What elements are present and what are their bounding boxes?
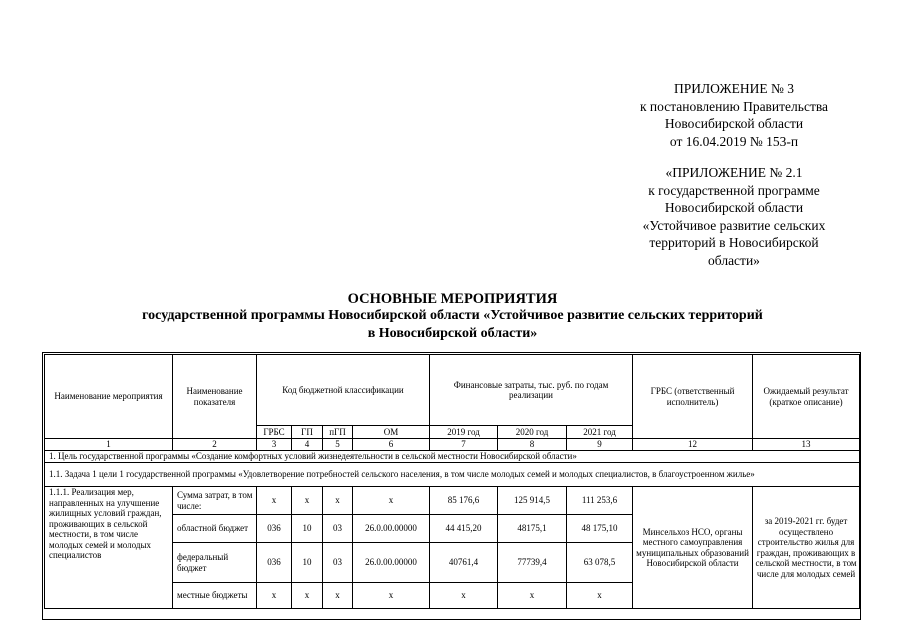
header-financial-costs: Финансовые затраты, тыс. руб. по годам реализации xyxy=(430,355,633,426)
value-2020-cell: 125 914,5 xyxy=(498,487,567,515)
appendix-2-1-line-5: территорий в Новосибирской xyxy=(649,235,819,250)
header-measure-name: Наименование мероприятия xyxy=(45,355,173,439)
col-number-7: 7 xyxy=(430,439,498,451)
gp-cell: х xyxy=(292,487,323,515)
appendix-2-1-line-2: к государственной программе xyxy=(648,182,820,198)
measures-table xyxy=(44,354,860,609)
appendix-2-1-line-6: области» xyxy=(708,252,760,268)
document-subtitle-line-2: в Новосибирской области» xyxy=(367,326,538,341)
col-number-6: 6 xyxy=(353,439,430,451)
subheader-pgp: пГП xyxy=(323,426,353,439)
goal-row xyxy=(45,451,860,463)
value-2019-cell: х xyxy=(430,583,498,609)
pgp-cell: 03 xyxy=(323,515,353,543)
header-budget-code: Код бюджетной классификации xyxy=(257,355,430,426)
task-row xyxy=(45,463,860,487)
indicator-cell: местные бюджеты xyxy=(173,583,257,609)
subheader-gp: ГП xyxy=(292,426,323,439)
column-number-row xyxy=(45,439,860,451)
appendix-3-line-3: Новосибирской области xyxy=(664,116,804,131)
task-text: 1.1. Задача 1 цели 1 государственной программы «Удовлетворение потребностей сельского населения, в том числе молодых семей и молодых специалистов, в благоустроенном жилье» xyxy=(45,463,860,487)
value-2021-cell: 48 175,10 xyxy=(567,515,633,543)
value-2020-cell: х xyxy=(498,583,567,609)
appendix-2-1-line-1: «ПРИЛОЖЕНИЕ № 2.1 xyxy=(665,165,803,180)
value-2021-cell: х xyxy=(567,583,633,609)
executor-cell: Минсельхоз НСО, органы местного самоуправления муниципальных образований Новосибирской области xyxy=(633,487,753,609)
gp-cell: х xyxy=(292,583,323,609)
om-cell: 26.0.00.00000 xyxy=(353,543,430,583)
grbs-cell: 036 xyxy=(257,515,292,543)
col-number-3: 3 xyxy=(257,439,292,451)
om-cell: 26.0.00.00000 xyxy=(353,515,430,543)
appendix-2-1-line-3: Новосибирской области xyxy=(664,200,804,215)
document-title: ОСНОВНЫЕ МЕРОПРИЯТИЯ xyxy=(347,291,558,307)
subheader-om: ОМ xyxy=(353,426,430,439)
header-expected-result: Ожидаемый результат (краткое описание) xyxy=(753,355,860,439)
header-row xyxy=(45,355,860,426)
indicator-cell: федеральный бюджет xyxy=(173,543,257,583)
value-2021-cell: 111 253,6 xyxy=(567,487,633,515)
subheader-2020: 2020 год xyxy=(498,426,567,439)
value-2020-cell: 48175,1 xyxy=(498,515,567,543)
col-number-2: 2 xyxy=(173,439,257,451)
col-number-13: 13 xyxy=(753,439,860,451)
indicator-cell: областной бюджет xyxy=(173,515,257,543)
value-2019-cell: 40761,4 xyxy=(430,543,498,583)
appendix-3-line-4: от 16.04.2019 № 153-п xyxy=(669,133,799,149)
subheader-2019: 2019 год xyxy=(430,426,498,439)
expected-result-cell: за 2019-2021 гг. будет осуществлено строительство жилья для граждан, проживающих в сельской местности, в том числе для молодых семей xyxy=(753,487,860,609)
col-number-5: 5 xyxy=(323,439,353,451)
col-number-1: 1 xyxy=(45,439,173,451)
document-subtitle-line-1: государственной программы Новосибирской области «Устойчивое развитие сельских территорий xyxy=(142,308,763,323)
col-number-4: 4 xyxy=(292,439,323,451)
pgp-cell: х xyxy=(323,487,353,515)
col-number-8: 8 xyxy=(498,439,567,451)
col-number-12: 12 xyxy=(633,439,753,451)
col-number-9: 9 xyxy=(567,439,633,451)
appendix-3-line-1: ПРИЛОЖЕНИЕ № 3 xyxy=(673,81,795,96)
appendix-2-1-block xyxy=(600,164,868,269)
value-2019-cell: 85 176,6 xyxy=(430,487,498,515)
pgp-cell: х xyxy=(323,583,353,609)
value-2021-cell: 63 078,5 xyxy=(567,543,633,583)
subheader-2021: 2021 год xyxy=(567,426,633,439)
grbs-cell: х xyxy=(257,583,292,609)
appendix-3-line-2: к постановлению Правительства xyxy=(639,98,829,114)
om-cell: х xyxy=(353,583,430,609)
gp-cell: 10 xyxy=(292,515,323,543)
indicator-cell: Сумма затрат, в том числе: xyxy=(173,487,257,515)
om-cell: х xyxy=(353,487,430,515)
header-indicator-name: Наименование показателя xyxy=(173,355,257,439)
appendix-2-1-line-4: «Устойчивое развитие сельских xyxy=(642,217,826,233)
subheader-grbs: ГРБС xyxy=(257,426,292,439)
table-row xyxy=(45,487,860,515)
measure-name-cell: 1.1.1. Реализация мер, направленных на улучшение жилищных условий граждан, проживающих в сельской местности, в том числе молодых семей и молодых специалистов xyxy=(45,487,173,609)
grbs-cell: 036 xyxy=(257,543,292,583)
value-2019-cell: 44 415,20 xyxy=(430,515,498,543)
header-grbs-executor: ГРБС (ответственный исполнитель) xyxy=(633,355,753,439)
appendix-3-block xyxy=(600,80,868,150)
gp-cell: 10 xyxy=(292,543,323,583)
value-2020-cell: 77739,4 xyxy=(498,543,567,583)
grbs-cell: х xyxy=(257,487,292,515)
pgp-cell: 03 xyxy=(323,543,353,583)
goal-text: 1. Цель государственной программы «Создание комфортных условий жизнедеятельности в сельской местности Новосибирской области» xyxy=(45,451,860,463)
